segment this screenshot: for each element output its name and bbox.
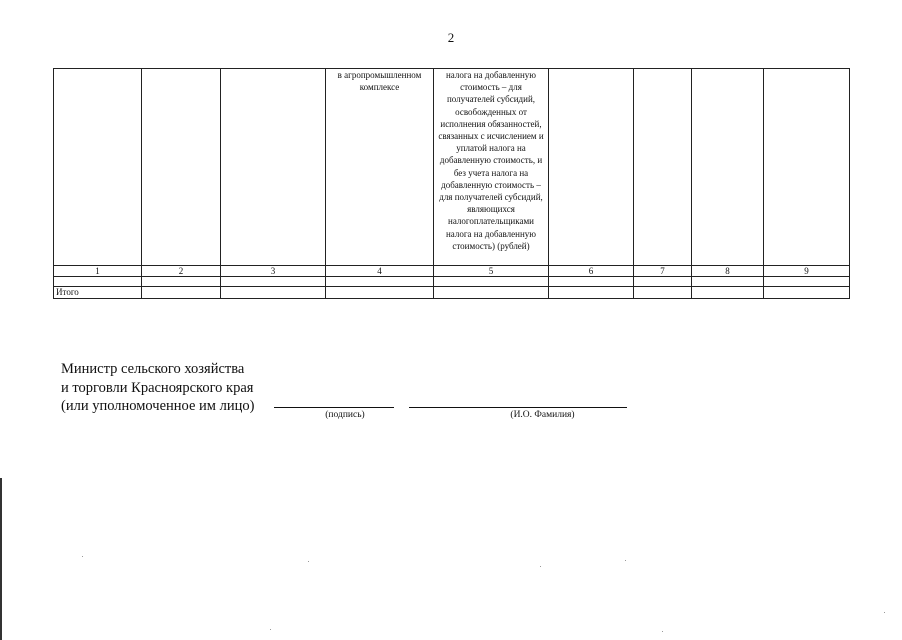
column-number: 2 xyxy=(142,266,221,277)
table-cell xyxy=(549,277,634,287)
signatory-line: Министр сельского хозяйства xyxy=(61,361,245,377)
header-cell xyxy=(692,69,764,266)
table-cell xyxy=(692,287,764,299)
column-number: 4 xyxy=(326,266,434,277)
scan-edge-mark xyxy=(0,478,2,640)
column-number: 3 xyxy=(221,266,326,277)
page-number: 2 xyxy=(447,30,455,45)
table-cell xyxy=(434,277,549,287)
table-cell xyxy=(634,277,692,287)
header-cell xyxy=(142,69,221,266)
table-cell xyxy=(764,287,850,299)
column-number-row xyxy=(54,266,850,277)
table-cell xyxy=(142,277,221,287)
table-cell xyxy=(549,287,634,299)
name-line xyxy=(409,407,627,408)
column-number: 6 xyxy=(549,266,634,277)
table-row xyxy=(54,277,850,287)
column-number: 9 xyxy=(764,266,850,277)
table-cell xyxy=(634,287,692,299)
scan-speck xyxy=(662,631,663,632)
header-cell: в агропромышленном комплексе xyxy=(326,69,434,266)
column-number: 1 xyxy=(54,266,142,277)
table-cell xyxy=(692,277,764,287)
signatory-title xyxy=(61,360,254,416)
header-cell xyxy=(764,69,850,266)
scan-speck xyxy=(82,556,83,557)
signatory-line: (или уполномоченное им лицо) xyxy=(61,398,255,414)
scan-speck xyxy=(884,612,885,613)
scan-speck xyxy=(540,566,541,567)
header-cell xyxy=(634,69,692,266)
scan-speck xyxy=(625,560,626,561)
table-cell xyxy=(54,277,142,287)
header-cell: налога на добавленную стоимость – для получателей субсидий, освобожденных от исполнения обязанностей, связанных с исчислением и уплатой налога на добавленную стоимость, и без учета налога на добавленную стоимость – для получателей субсидий, являющихся налогоплательщиками налога на добавленную стоимость) (рублей) xyxy=(434,69,549,266)
table-cell xyxy=(221,287,326,299)
name-caption: (И.О. Фамилия) xyxy=(510,410,575,420)
table-cell xyxy=(326,277,434,287)
header-cell xyxy=(221,69,326,266)
scan-speck xyxy=(270,629,271,630)
column-number: 8 xyxy=(692,266,764,277)
table-cell xyxy=(434,287,549,299)
header-cell xyxy=(54,69,142,266)
column-number: 7 xyxy=(634,266,692,277)
scan-speck xyxy=(308,561,309,562)
header-cell xyxy=(549,69,634,266)
signatory-line: и торговли Красноярского края xyxy=(61,379,254,396)
table-cell xyxy=(326,287,434,299)
table-header-row xyxy=(54,69,850,266)
report-table xyxy=(53,68,850,299)
table-cell xyxy=(764,277,850,287)
table-cell xyxy=(221,277,326,287)
column-number: 5 xyxy=(434,266,549,277)
total-row xyxy=(54,287,850,299)
signature-line xyxy=(274,407,394,408)
total-label: Итого xyxy=(54,287,142,299)
signature-caption: (подпись) xyxy=(325,410,365,420)
table-cell xyxy=(142,287,221,299)
